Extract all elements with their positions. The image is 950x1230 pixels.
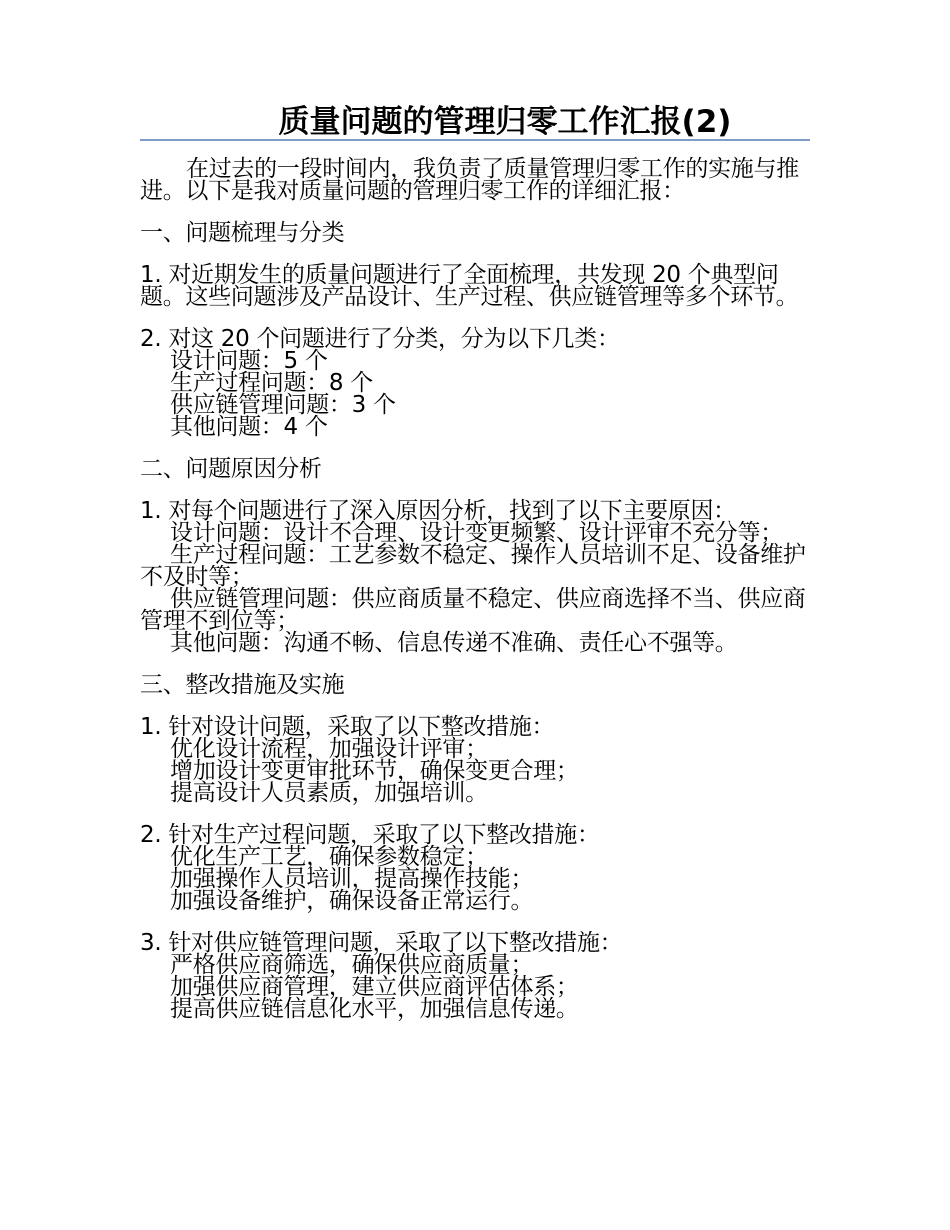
sub-item: 提高供应链信息化水平，加强信息传递。 (170, 996, 579, 1022)
title-underline (140, 139, 810, 141)
document-body (140, 158, 812, 1020)
section-heading: 二、问题原因分析 (140, 456, 322, 482)
document-title: 质量问题的管理归零工作汇报(2) (278, 104, 732, 140)
sub-item: 加强供应商管理，建立供应商评估体系； (170, 974, 579, 1000)
sub-item: 严格供应商筛选，确保供应商质量； (170, 952, 534, 978)
list-item: 1. 对每个问题进行了深入原因分析，找到了以下主要原因： (140, 498, 736, 524)
sub-item: 供应链管理问题：3 个 (170, 392, 396, 418)
sub-item: 提高设计人员素质，加强培训。 (170, 780, 488, 806)
sub-item: 增加设计变更审批环节，确保变更合理； (170, 758, 579, 784)
list-item: 1. 对近期发生的质量问题进行了全面梳理，共发现 20 个典型问题。这些问题涉及产品设计、生产过程、供应链管理等多个环节。 (140, 262, 799, 310)
sub-item: 其他问题：4 个 (170, 414, 328, 440)
sub-item: 加强操作人员培训，提高操作技能； (170, 866, 534, 892)
sub-item: 优化设计流程，加强设计评审； (170, 736, 488, 762)
sub-item: 加强设备维护，确保设备正常运行。 (170, 888, 534, 914)
sub-item: 生产过程问题：工艺参数不稳定、操作人员培训不足、设备维护不及时等； (140, 542, 806, 590)
list-item: 3. 针对供应链管理问题，采取了以下整改措施： (140, 930, 623, 956)
section-heading: 一、问题梳理与分类 (140, 220, 345, 246)
sub-item: 设计问题：设计不合理、设计变更频繁、设计评审不充分等； (170, 520, 783, 546)
list-item: 1. 针对设计问题，采取了以下整改措施： (140, 714, 555, 740)
sub-item: 供应链管理问题：供应商质量不稳定、供应商选择不当、供应商管理不到位等； (140, 586, 806, 634)
list-item: 2. 对这 20 个问题进行了分类，分为以下几类： (140, 326, 620, 352)
sub-item: 生产过程问题：8 个 (170, 370, 373, 396)
sub-item: 设计问题：5 个 (170, 348, 328, 374)
list-item: 2. 针对生产过程问题，采取了以下整改措施： (140, 822, 600, 848)
intro-paragraph: 在过去的一段时间内，我负责了质量管理归零工作的实施与推进。以下是我对质量问题的管理归零工作的详细汇报： (140, 156, 799, 204)
section-heading: 三、整改措施及实施 (140, 672, 345, 698)
sub-item: 优化生产工艺，确保参数稳定； (170, 844, 488, 870)
sub-item: 其他问题：沟通不畅、信息传递不准确、责任心不强等。 (170, 630, 738, 656)
